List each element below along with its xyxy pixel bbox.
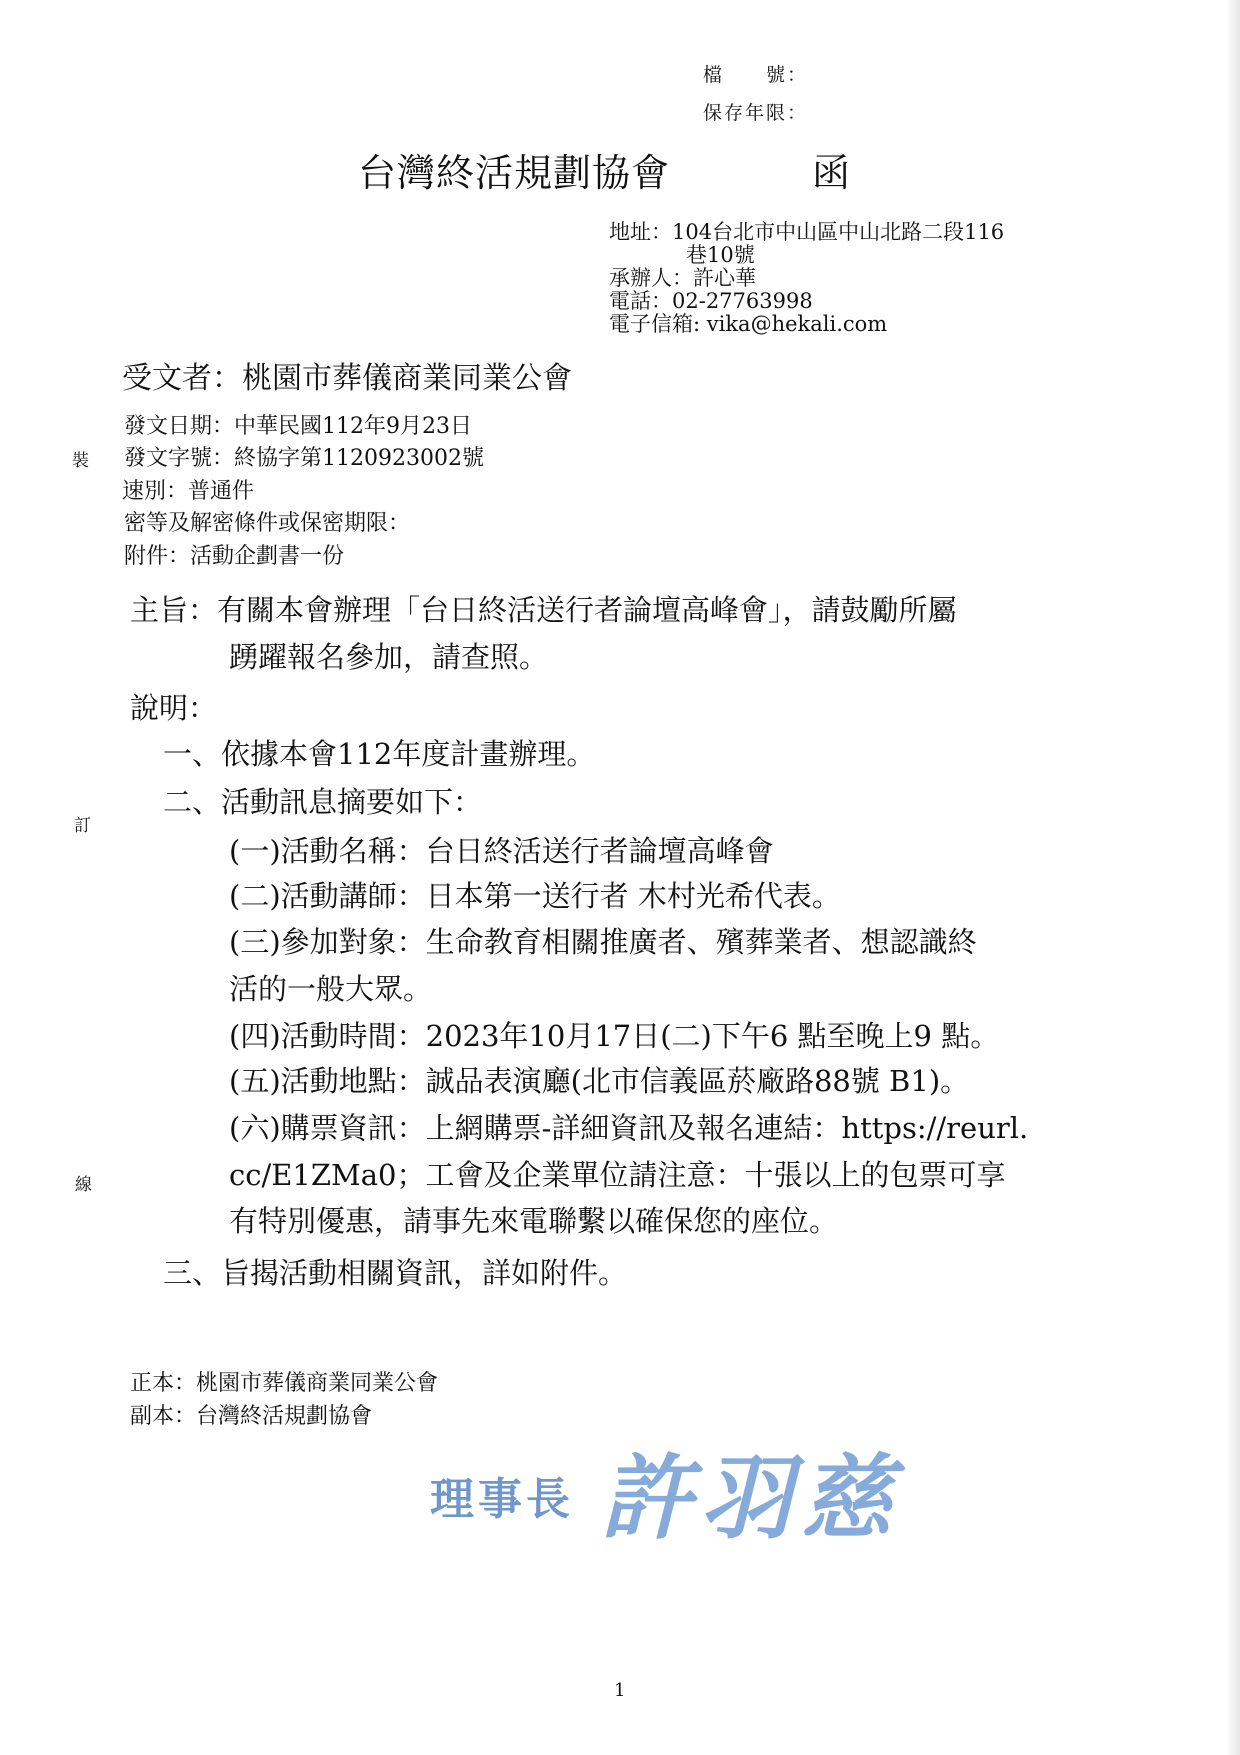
event-audience-line-1: (三)參加對象：生命教育相關推廣者、殯葬業者、想認識終: [229, 925, 977, 959]
issue-date: 發文日期：中華民國112年9月23日: [124, 414, 472, 439]
address-line-2: 巷10號: [686, 243, 755, 267]
explanation-item-3: 三、旨揭活動相關資訊，詳如附件。: [163, 1256, 628, 1290]
ticket-info-line-1: (六)購票資訊：上網購票-詳細資訊及報名連結：https://reurl.: [229, 1111, 1029, 1145]
email: 電子信箱: vika@hekali.com: [609, 312, 888, 336]
phone: 電話：02-27763998: [609, 289, 813, 313]
retention-label: 保存年限：: [703, 102, 809, 124]
binding-mark-bottom: 線: [75, 1175, 92, 1195]
attachment: 附件：活動企劃書一份: [124, 544, 345, 569]
explanation-label: 說明：: [130, 691, 218, 725]
signature-title: 理事長: [430, 1474, 574, 1525]
page-edge-shadow: [1226, 0, 1240, 1755]
document-title-org: 台灣終活規劃協會: [358, 151, 671, 195]
binding-mark-top: 裝: [72, 451, 89, 471]
event-audience-line-2: 活的一般大眾。: [229, 972, 433, 1006]
event-speaker: (二)活動講師：日本第一送行者 木村光希代表。: [229, 879, 841, 913]
ticket-info-line-3: 有特別優惠，請事先來電聯繫以確保您的座位。: [229, 1204, 839, 1238]
original-recipient: 正本：桃園市葬儀商業同業公會: [130, 1371, 439, 1396]
event-time: (四)活動時間：2023年10月17日(二)下午6 點至晚上9 點。: [229, 1019, 1000, 1053]
subject-line-2: 踴躍報名參加，請查照。: [229, 640, 549, 674]
file-number-label: 檔 號：: [703, 64, 809, 86]
signature-name-stamp: 許羽慈: [600, 1444, 901, 1552]
address-line-1: 地址：104台北市中山區中山北路二段116: [609, 220, 1005, 244]
document-title-type: 函: [812, 151, 852, 195]
explanation-item-1: 一、依據本會112年度計畫辦理。: [163, 737, 596, 771]
event-name: (一)活動名稱：台日終活送行者論壇高峰會: [229, 834, 774, 868]
page-number: 1: [614, 1680, 626, 1701]
explanation-item-2: 二、活動訊息摘要如下：: [163, 785, 483, 819]
document-number: 發文字號：終協字第1120923002號: [124, 446, 484, 471]
binding-mark-middle: 訂: [74, 816, 91, 836]
secrecy-level: 密等及解密條件或保密期限：: [124, 511, 411, 536]
event-venue: (五)活動地點：誠品表演廳(北市信義區菸廠路88號 B1)。: [229, 1064, 970, 1098]
delivery-speed: 速別：普通件: [122, 479, 255, 504]
recipient: 受文者：桃園市葬儀商業同業公會: [122, 361, 572, 396]
handler: 承辦人：許心華: [609, 266, 756, 290]
copy-recipient: 副本：台灣終活規劃協會: [130, 1404, 373, 1429]
subject-line-1: 主旨：有關本會辦理「台日終活送行者論壇高峰會」，請鼓勵所屬: [130, 593, 957, 627]
ticket-info-line-2: cc/E1ZMa0；工會及企業單位請注意：十張以上的包票可享: [229, 1158, 1006, 1192]
